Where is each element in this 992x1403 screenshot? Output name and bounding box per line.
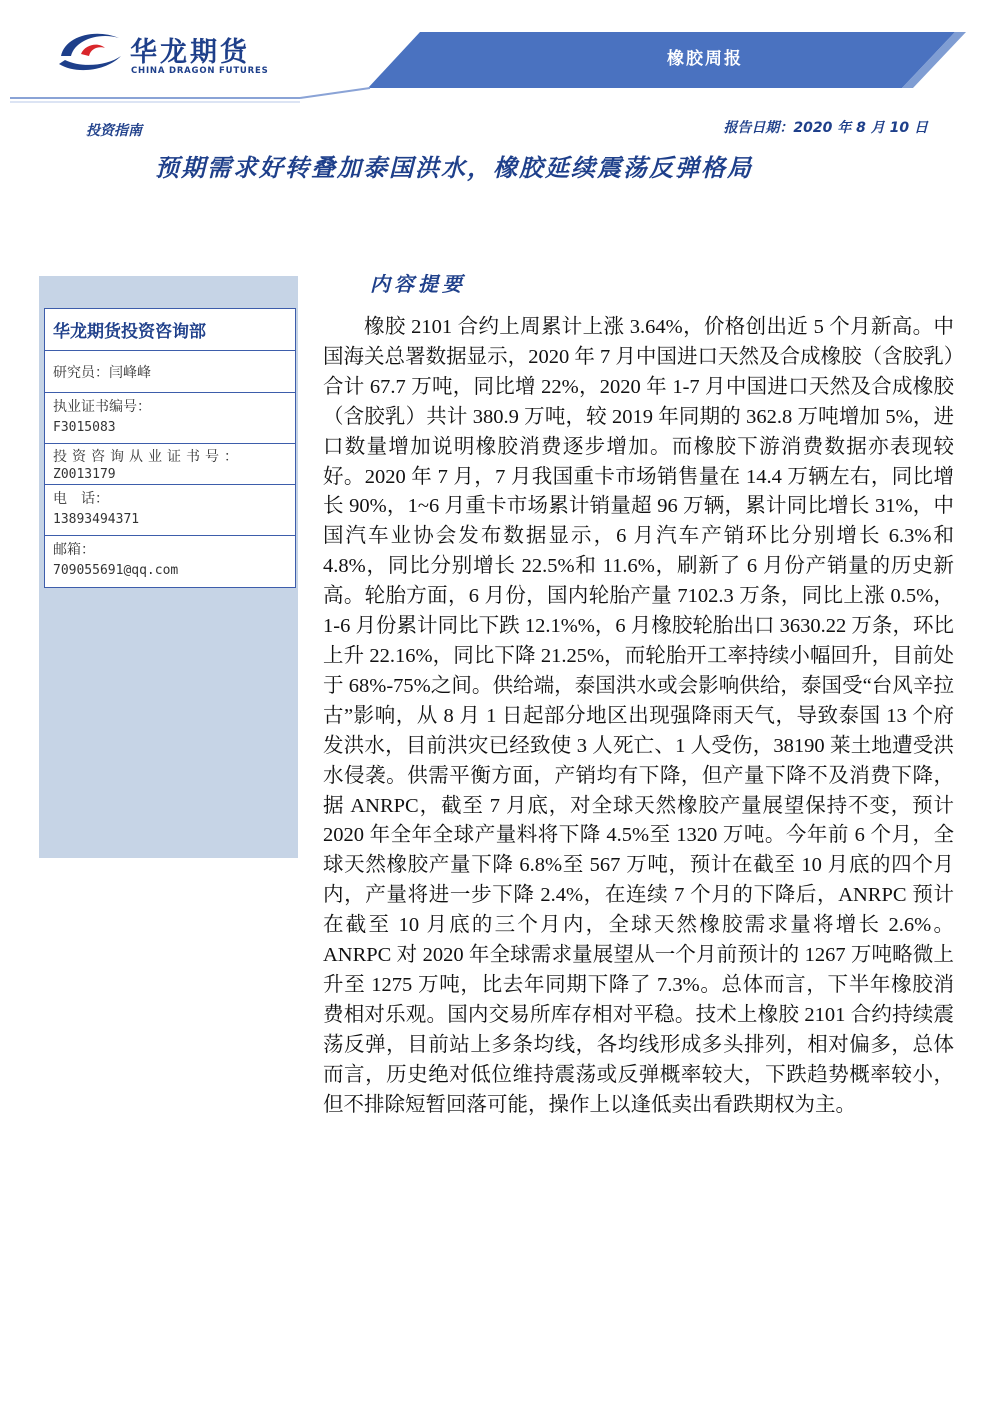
- company-logo-icon: [55, 26, 125, 78]
- phone-label: 电 话：: [53, 491, 109, 507]
- analyst-info-table: [44, 308, 296, 588]
- summary-body: 橡胶 2101 合约上周累计上涨 3.64%，价格创出近 5 个月新高。中国海关总署数据显示，2020 年 7 月中国进口天然及合成橡胶（含胶乳）合计 67.7 万吨，同比增 22%，2020 年 1-7 月中国进口天然及合成橡胶（含胶乳）共计 380.9 万吨，较 2019 年同期的 362.8 万吨增加 5%，进口数量增加说明橡胶消费逐步增加。而橡胶下游消费数据亦表现较好。2020 年 7 月，7 月我国重卡市场销售量在 14.4 万辆左右，同比增长 90%，1~6 月重卡市场累计销量超 96 万辆，累计同比增长 31%，中国汽车业协会发布数据显示，6 月汽车产销环比分别增长 6.3%和 4.8%，同比分别增长 22.5%和 11.6%，刷新了 6 月份产销量的历史新高。轮胎方面，6 月份，国内轮胎产量 7102.3 万条，同比上涨 0.5%，1-6 月份累计同比下跌 12.1%%，6 月橡胶轮胎出口 3630.22 万条，环比上升 22.16%，同比下降 21.25%，而轮胎开工率持续小幅回升，目前处于 68%-75%之间。供给端，泰国洪水或会影响供给，泰国受“台风辛拉古”影响，从 8 月 1 日起部分地区出现强降雨天气，导致泰国 13 个府发洪水，目前洪灾已经致使 3 人死亡、1 人受伤，38190 莱土地遭受洪水侵袭。供需平衡方面，产销均有下降，但产量下降不及消费下降，据 ANRPC，截至 7 月底，对全球天然橡胶产量展望保持不变，预计 2020 年全年全球产量料将下降 4.5%至 1320 万吨。今年前 6 个月，全球天然橡胶产量下降 6.8%至 567 万吨，预计在截至 10 月底的四个月内，产量将进一步下降 2.4%，在连续 7 个月的下降后，ANRPC 预计在截至 10 月底的三个月内，全球天然橡胶需求量将增长 2.6%。ANRPC 对 2020 年全球需求量展望从一个月前预计的 1267 万吨略微上升至 1275 万吨，比去年同期下降了 7.3%。总体而言，下半年橡胶消费相对乐观。国内交易所库存相对平稳。技术上橡胶 2101 合约持续震荡反弹，目前站上多条均线，各均线形成多头排列，相对偏多，总体而言，历史绝对低位维持震荡或反弹概率较大，下跌趋势概率较小，但不排除短暂回落可能，操作上以逢低卖出看跌期权为主。: [323, 316, 954, 1116]
- advisory-cert-label: 投资咨询从业证书号：: [53, 449, 243, 465]
- page-header: [0, 0, 992, 110]
- cert-value: F3015083: [53, 420, 116, 435]
- company-name-en: CHINA DRAGON FUTURES: [131, 66, 269, 76]
- report-date: 报告日期：2020 年 8 月 10 日: [723, 120, 928, 136]
- report-title: 预期需求好转叠加泰国洪水，橡胶延续震荡反弹格局: [155, 154, 753, 182]
- report-type-label: 橡胶周报: [667, 49, 743, 69]
- phone-value: 13893494371: [53, 512, 140, 527]
- summary-heading: 内容提要: [370, 272, 466, 296]
- investment-guide-label: 投资指南: [86, 123, 142, 139]
- advisory-cert-row: [45, 444, 295, 485]
- email-row: [45, 536, 295, 587]
- department-name: 华龙期货投资咨询部: [45, 309, 295, 351]
- analyst-name: 研究员：闫峰峰: [45, 351, 295, 393]
- email-label: 邮箱：: [53, 542, 95, 558]
- cert-label: 执业证书编号：: [53, 399, 151, 415]
- company-name-cn: 华龙期货: [130, 37, 250, 68]
- cert-row: [45, 393, 295, 444]
- phone-row: [45, 485, 295, 536]
- advisory-cert-value: Z0013179: [53, 467, 116, 482]
- email-value: 709055691@qq.com: [53, 563, 179, 578]
